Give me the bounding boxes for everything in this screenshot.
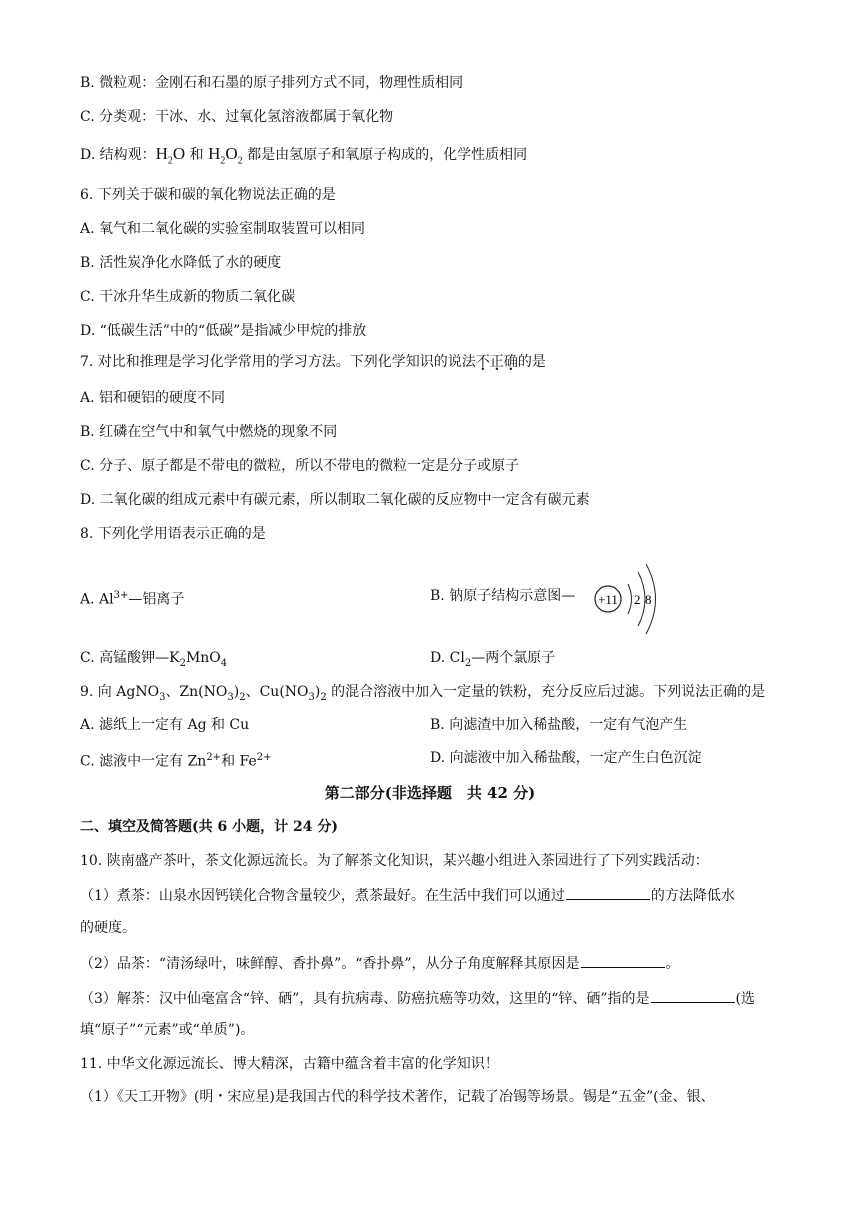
shell-electrons-1: 2 xyxy=(634,592,641,607)
q5-option-c: C. 分类观：干冰、水、过氧化氢溶液都属于氧化物 xyxy=(80,109,394,125)
section-heading: 二、填空及简答题(共 6 小题，计 24 分) xyxy=(80,819,338,835)
q7-option-a: A. 铝和硬铝的硬度不同 xyxy=(80,390,226,406)
electron-shell-arc xyxy=(628,584,632,614)
q7-option-d: D. 二氧化碳的组成元素中有碳元素，所以制取二氧化碳的反应物中一定含有碳元素 xyxy=(80,492,590,508)
h2o2-formula: $H_2O_2$ xyxy=(208,144,243,167)
answer-blank[interactable] xyxy=(581,953,665,968)
q7-stem: 7. 对比和推理是学习化学常用的学习方法。下列化学知识的说法不正确的是 xyxy=(80,354,546,370)
q11-part1: （1）《天工开物》(明・宋应星)是我国古代的科学技术著作，记载了冶锡等场景。锡是“五金”(金、银、 xyxy=(80,1089,715,1105)
nucleus-charge: +11 xyxy=(598,592,618,607)
sodium-atom-structure-diagram xyxy=(590,562,670,642)
answer-blank[interactable] xyxy=(651,988,735,1003)
q10-part2: （2）品茶：“清汤绿叶，味鲜醇、香扑鼻”。“香扑鼻”，从分子角度解释其原因是 。 xyxy=(80,953,680,974)
part-two-title: 第二部分(非选择题 共 42 分) xyxy=(324,784,536,802)
q6-option-b: B. 活性炭净化水降低了水的硬度 xyxy=(80,255,282,271)
q8-option-b: B. 钠原子结构示意图— xyxy=(430,588,576,604)
q6-option-a: A. 氧气和二氧化碳的实验室制取装置可以相同 xyxy=(80,221,366,237)
emphasis-dot: 不 xyxy=(475,354,490,370)
q10-part3: （3）解茶：汉中仙毫富含“锌、硒”，具有抗病毒、防癌抗癌等功效，这里的“锌、硒”指的是 (选 xyxy=(80,988,755,1009)
q9-stem: 9. 向 AgNO$_3$、$Zn(NO_3)_2$、$Cu(NO_3)_2$ 的混合溶液中加入一定量的铁粉，充分反应后过滤。下列说法正确的是 xyxy=(80,684,766,703)
shell-electrons-2: 8 xyxy=(645,592,652,607)
q10-part1: （1）煮茶：山泉水因钙镁化合物含量较少，煮茶最好。在生活中我们可以通过 的方法降低水 xyxy=(80,885,735,906)
emphasis-dot: 确 xyxy=(503,354,518,370)
q8-option-c: C. 高锰酸钾$—K_2MnO_4$ xyxy=(80,650,228,669)
q9-option-c: C. 滤液中一定有 $Zn^{2+}$和 $Fe^{2+}$ xyxy=(80,752,272,770)
q10-part3-cont: 填“原子”“元素”或“单质”)。 xyxy=(80,1022,255,1038)
q10-part1-cont: 的硬度。 xyxy=(80,920,136,936)
q10-stem: 10. 陕南盛产茶叶，茶文化源远流长。为了解茶文化知识，某兴趣小组进入茶园进行了下列实践活动： xyxy=(80,853,709,869)
q7-option-c: C. 分子、原子都是不带电的微粒，所以不带电的微粒一定是分子或原子 xyxy=(80,458,520,474)
answer-blank[interactable] xyxy=(566,885,650,900)
q5-option-d: D. 结构观：$H_2O$ 和 $H_2O_2$ 都是由氢原子和氧原子构成的，化学性质相同 xyxy=(80,144,528,167)
q8-option-a: A. $Al^{3+}—$铝离子 xyxy=(80,590,185,608)
q6-option-d: D. “低碳生活”中的“低碳”是指减少甲烷的排放 xyxy=(80,323,367,339)
q6-stem: 6. 下列关于碳和碳的氧化物说法正确的是 xyxy=(80,187,336,203)
q8-option-d: D. $Cl_2—$两个氯原子 xyxy=(430,650,556,669)
q5-option-b: B. 微粒观：金刚石和石墨的原子排列方式不同，物理性质相同 xyxy=(80,75,464,91)
q9-option-d: D. 向滤液中加入稀盐酸，一定产生白色沉淀 xyxy=(430,750,702,766)
q8-stem: 8. 下列化学用语表示正确的是 xyxy=(80,526,266,542)
q11-stem: 11. 中华文化源远流长、博大精深，古籍中蕴含着丰富的化学知识！ xyxy=(80,1056,499,1072)
q9-option-b: B. 向滤渣中加入稀盐酸，一定有气泡产生 xyxy=(430,717,688,733)
q9-option-a: A. 滤纸上一定有 Ag 和 Cu xyxy=(80,717,250,733)
h2o-formula: $H_2O$ xyxy=(155,144,186,167)
emphasis-dot: 正 xyxy=(489,354,504,370)
q7-option-b: B. 红磷在空气中和氧气中燃烧的现象不同 xyxy=(80,424,338,440)
q6-option-c: C. 干冰升华生成新的物质二氧化碳 xyxy=(80,289,296,305)
